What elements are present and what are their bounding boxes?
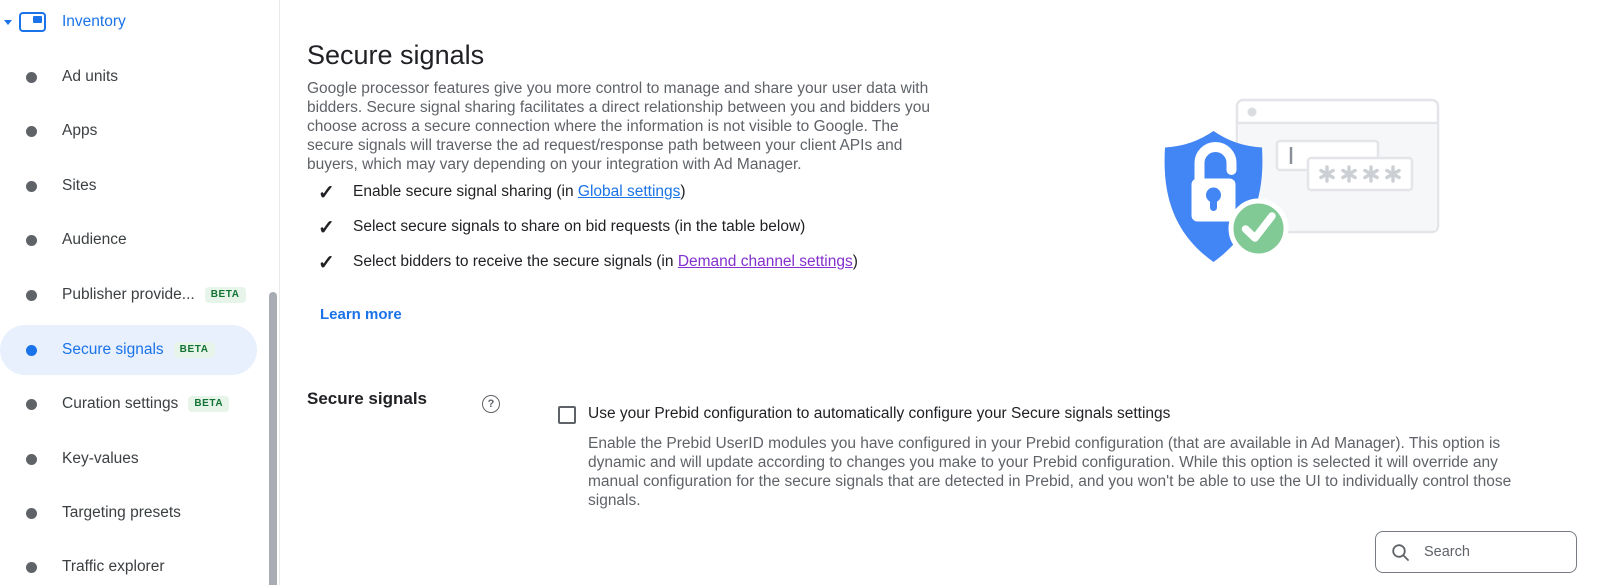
checkmark-icon: ✓	[318, 251, 335, 274]
beta-badge: BETA	[174, 342, 215, 358]
search-box[interactable]	[1375, 531, 1577, 573]
bullet-icon	[26, 399, 37, 410]
window-dot-icon	[1248, 108, 1257, 117]
sidebar-item-label: Sites	[62, 177, 97, 194]
check-badge-icon	[1231, 201, 1286, 256]
help-icon[interactable]: ?	[482, 395, 500, 413]
sidebar-item-traffic-explorer[interactable]	[0, 545, 279, 585]
learn-more-link[interactable]: Learn more	[320, 306, 402, 323]
sidebar-item-label: Ad units	[62, 68, 119, 85]
checklist-text	[353, 253, 858, 271]
sidebar-item-key-values[interactable]	[0, 437, 279, 481]
bullet-icon	[26, 345, 37, 356]
secure-signals-content	[280, 0, 1600, 585]
sidebar-item-label: Secure signals	[62, 341, 164, 358]
checklist-text-pre: Select bidders to receive the secure signals (in	[353, 253, 678, 270]
checklist-text	[353, 183, 686, 201]
checklist-text-pre: Enable secure signal sharing (in	[353, 183, 578, 200]
page-title: Secure signals	[307, 40, 485, 71]
sidebar-item-targeting-presets[interactable]	[0, 491, 279, 535]
sidebar-item-curation-settings[interactable]	[0, 382, 279, 426]
checklist-text: Select secure signals to share on bid requests (in the table below)	[353, 218, 806, 235]
intro-paragraph: Google processor features give you more control to manage and share your user data with bidders. Secure signal sharing facilitates a direct relationship between you and bidders you choose across a secure connection where the information is not visible to Google. The secure signals will traverse the ad request/response path between your client APIs and buyers, which may vary depending on your integration with Ad Manager.	[307, 79, 930, 173]
secure-signals-illustration	[1135, 85, 1455, 275]
sidebar-scrollbar[interactable]	[269, 292, 277, 585]
bullet-icon	[26, 126, 37, 137]
checkmark-icon: ✓	[318, 216, 335, 239]
beta-badge: BETA	[205, 287, 246, 303]
prebid-config-checkbox[interactable]	[558, 406, 576, 424]
bullet-icon	[26, 562, 37, 573]
demand-channel-settings-link[interactable]: Demand channel settings	[677, 253, 853, 270]
bullet-icon	[26, 72, 37, 83]
sidebar-item-label: Curation settings	[62, 395, 179, 412]
secure-signals-section-label: Secure signals	[307, 389, 428, 408]
sidebar-item-label: Key-values	[62, 450, 139, 467]
sidebar-item-ad-units[interactable]	[0, 55, 279, 99]
bullet-icon	[26, 235, 37, 246]
sidebar-item-label: Apps	[62, 122, 98, 139]
search-icon	[1391, 543, 1410, 562]
checklist-item-enable-sharing	[318, 181, 686, 203]
beta-badge: BETA	[188, 396, 229, 412]
checkmark-icon: ✓	[318, 181, 335, 204]
sidebar-item-publisher-provided[interactable]	[0, 273, 279, 317]
sidebar-item-label: Publisher provide...	[62, 286, 195, 303]
sidebar-item-secure-signals[interactable]	[0, 325, 257, 375]
checklist-item-select-bidders	[318, 251, 858, 273]
sidebar-item-audience[interactable]	[0, 218, 279, 262]
checklist-text-post: )	[680, 183, 686, 200]
sidebar-item-sites[interactable]	[0, 164, 279, 208]
bullet-icon	[26, 508, 37, 519]
sidebar-item-label: Audience	[62, 231, 127, 248]
bullet-icon	[26, 181, 37, 192]
inventory-icon-inner	[33, 16, 42, 23]
checklist-item-select-signals	[318, 216, 805, 238]
inventory-icon	[19, 12, 46, 32]
collapse-caret-icon[interactable]	[4, 20, 12, 25]
sidebar-item-apps[interactable]	[0, 109, 279, 153]
sidebar-item-label: Inventory	[62, 13, 126, 30]
prebid-config-description: Enable the Prebid UserID modules you have configured in your Prebid configuration (that are available in Ad Manager). This option is dynamic and will update according to changes you make to your Prebid configuration. While this option is selected it will override any manual configuration for the secure signals that are detected in Prebid, and you won't be able to use the UI to individually control those signals.	[588, 435, 1512, 509]
search-input[interactable]	[1422, 543, 1566, 561]
checklist-text-post: )	[852, 253, 858, 270]
sidebar-item-inventory[interactable]	[0, 0, 279, 44]
bullet-icon	[26, 454, 37, 465]
sidebar-item-label: Targeting presets	[62, 504, 181, 521]
global-settings-link[interactable]: Global settings	[577, 183, 681, 200]
prebid-config-checkbox-label: Use your Prebid configuration to automatically configure your Secure signals settings	[588, 405, 1171, 422]
sidebar-item-label: Traffic explorer	[62, 558, 165, 575]
bullet-icon	[26, 290, 37, 301]
inventory-sidebar	[0, 0, 280, 585]
